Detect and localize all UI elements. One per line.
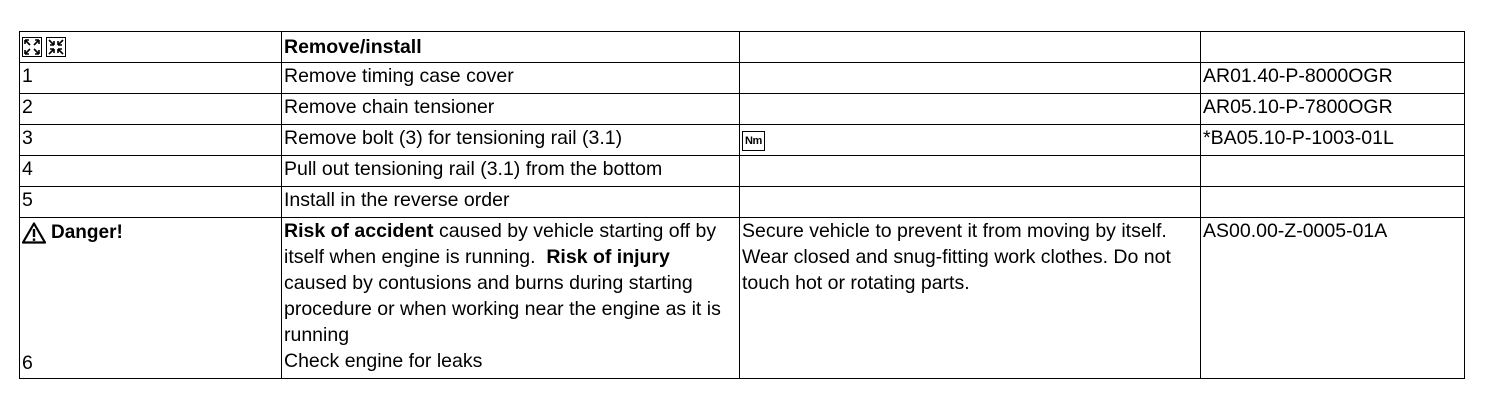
step-reference-link[interactable]: *BA05.10-P-1003-01L xyxy=(1201,125,1465,156)
table-row xyxy=(20,156,1465,187)
table-header-row xyxy=(20,32,1465,63)
step-reference-link[interactable]: AR05.10-P-7800OGR xyxy=(1201,94,1465,125)
warning-triangle-icon xyxy=(22,222,46,244)
step-reference-link[interactable]: AR01.40-P-8000OGR xyxy=(1201,63,1465,94)
step-note xyxy=(740,187,1201,218)
table-row xyxy=(20,94,1465,125)
table-row xyxy=(20,63,1465,94)
step-note xyxy=(740,156,1201,187)
step-text: Pull out tensioning rail (3.1) from the bottom xyxy=(282,156,740,187)
risk-description xyxy=(284,218,735,348)
table-row xyxy=(20,125,1465,156)
danger-reference-link[interactable]: AS00.00-Z-0005-01A xyxy=(1201,218,1465,379)
step-number: 2 xyxy=(20,94,282,125)
step-reference xyxy=(1201,156,1465,187)
procedure-table xyxy=(19,31,1465,379)
expand-icon[interactable] xyxy=(22,37,42,57)
header-empty-cell-3 xyxy=(740,32,1201,63)
measure-secure-vehicle: Secure vehicle to prevent it from moving by itself. xyxy=(742,220,1167,242)
step-note xyxy=(740,94,1201,125)
measure-clothing: Wear closed and snug-fitting work clothes. Do not touch hot or rotating parts. xyxy=(742,246,1171,294)
risk-accident-text: caused by vehicle starting off by itself when engine is running. xyxy=(284,220,717,268)
step-reference xyxy=(1201,187,1465,218)
header-empty-cell-4 xyxy=(1201,32,1465,63)
danger-label: Danger! xyxy=(51,222,123,243)
step-text: Install in the reverse order xyxy=(282,187,740,218)
danger-cell xyxy=(20,218,282,379)
risk-injury-text: caused by contusions and burns during starting procedure or when working near the engine as it is running xyxy=(284,272,721,346)
step-number: 6 xyxy=(22,352,33,374)
step-text: Remove timing case cover xyxy=(282,63,740,94)
torque-nm-badge[interactable]: Nm xyxy=(742,131,765,151)
header-icons-cell xyxy=(20,32,282,63)
step-number: 4 xyxy=(20,156,282,187)
step-note xyxy=(740,125,1201,156)
step-number: 1 xyxy=(20,63,282,94)
collapse-icon[interactable] xyxy=(46,37,66,57)
step-text: Remove chain tensioner xyxy=(282,94,740,125)
risk-accident-label: Risk of accident xyxy=(284,220,434,242)
danger-warning xyxy=(22,220,277,246)
table-row xyxy=(20,187,1465,218)
danger-row xyxy=(20,218,1465,379)
danger-risk-cell xyxy=(282,218,740,379)
risk-injury-label: Risk of injury xyxy=(546,246,670,268)
header-title: Remove/install xyxy=(282,32,740,63)
step-note xyxy=(740,63,1201,94)
step-number: 3 xyxy=(20,125,282,156)
step-number: 5 xyxy=(20,187,282,218)
step-text: Remove bolt (3) for tensioning rail (3.1) xyxy=(282,125,740,156)
danger-measures-cell xyxy=(740,218,1201,379)
step-text: Check engine for leaks xyxy=(284,350,483,372)
